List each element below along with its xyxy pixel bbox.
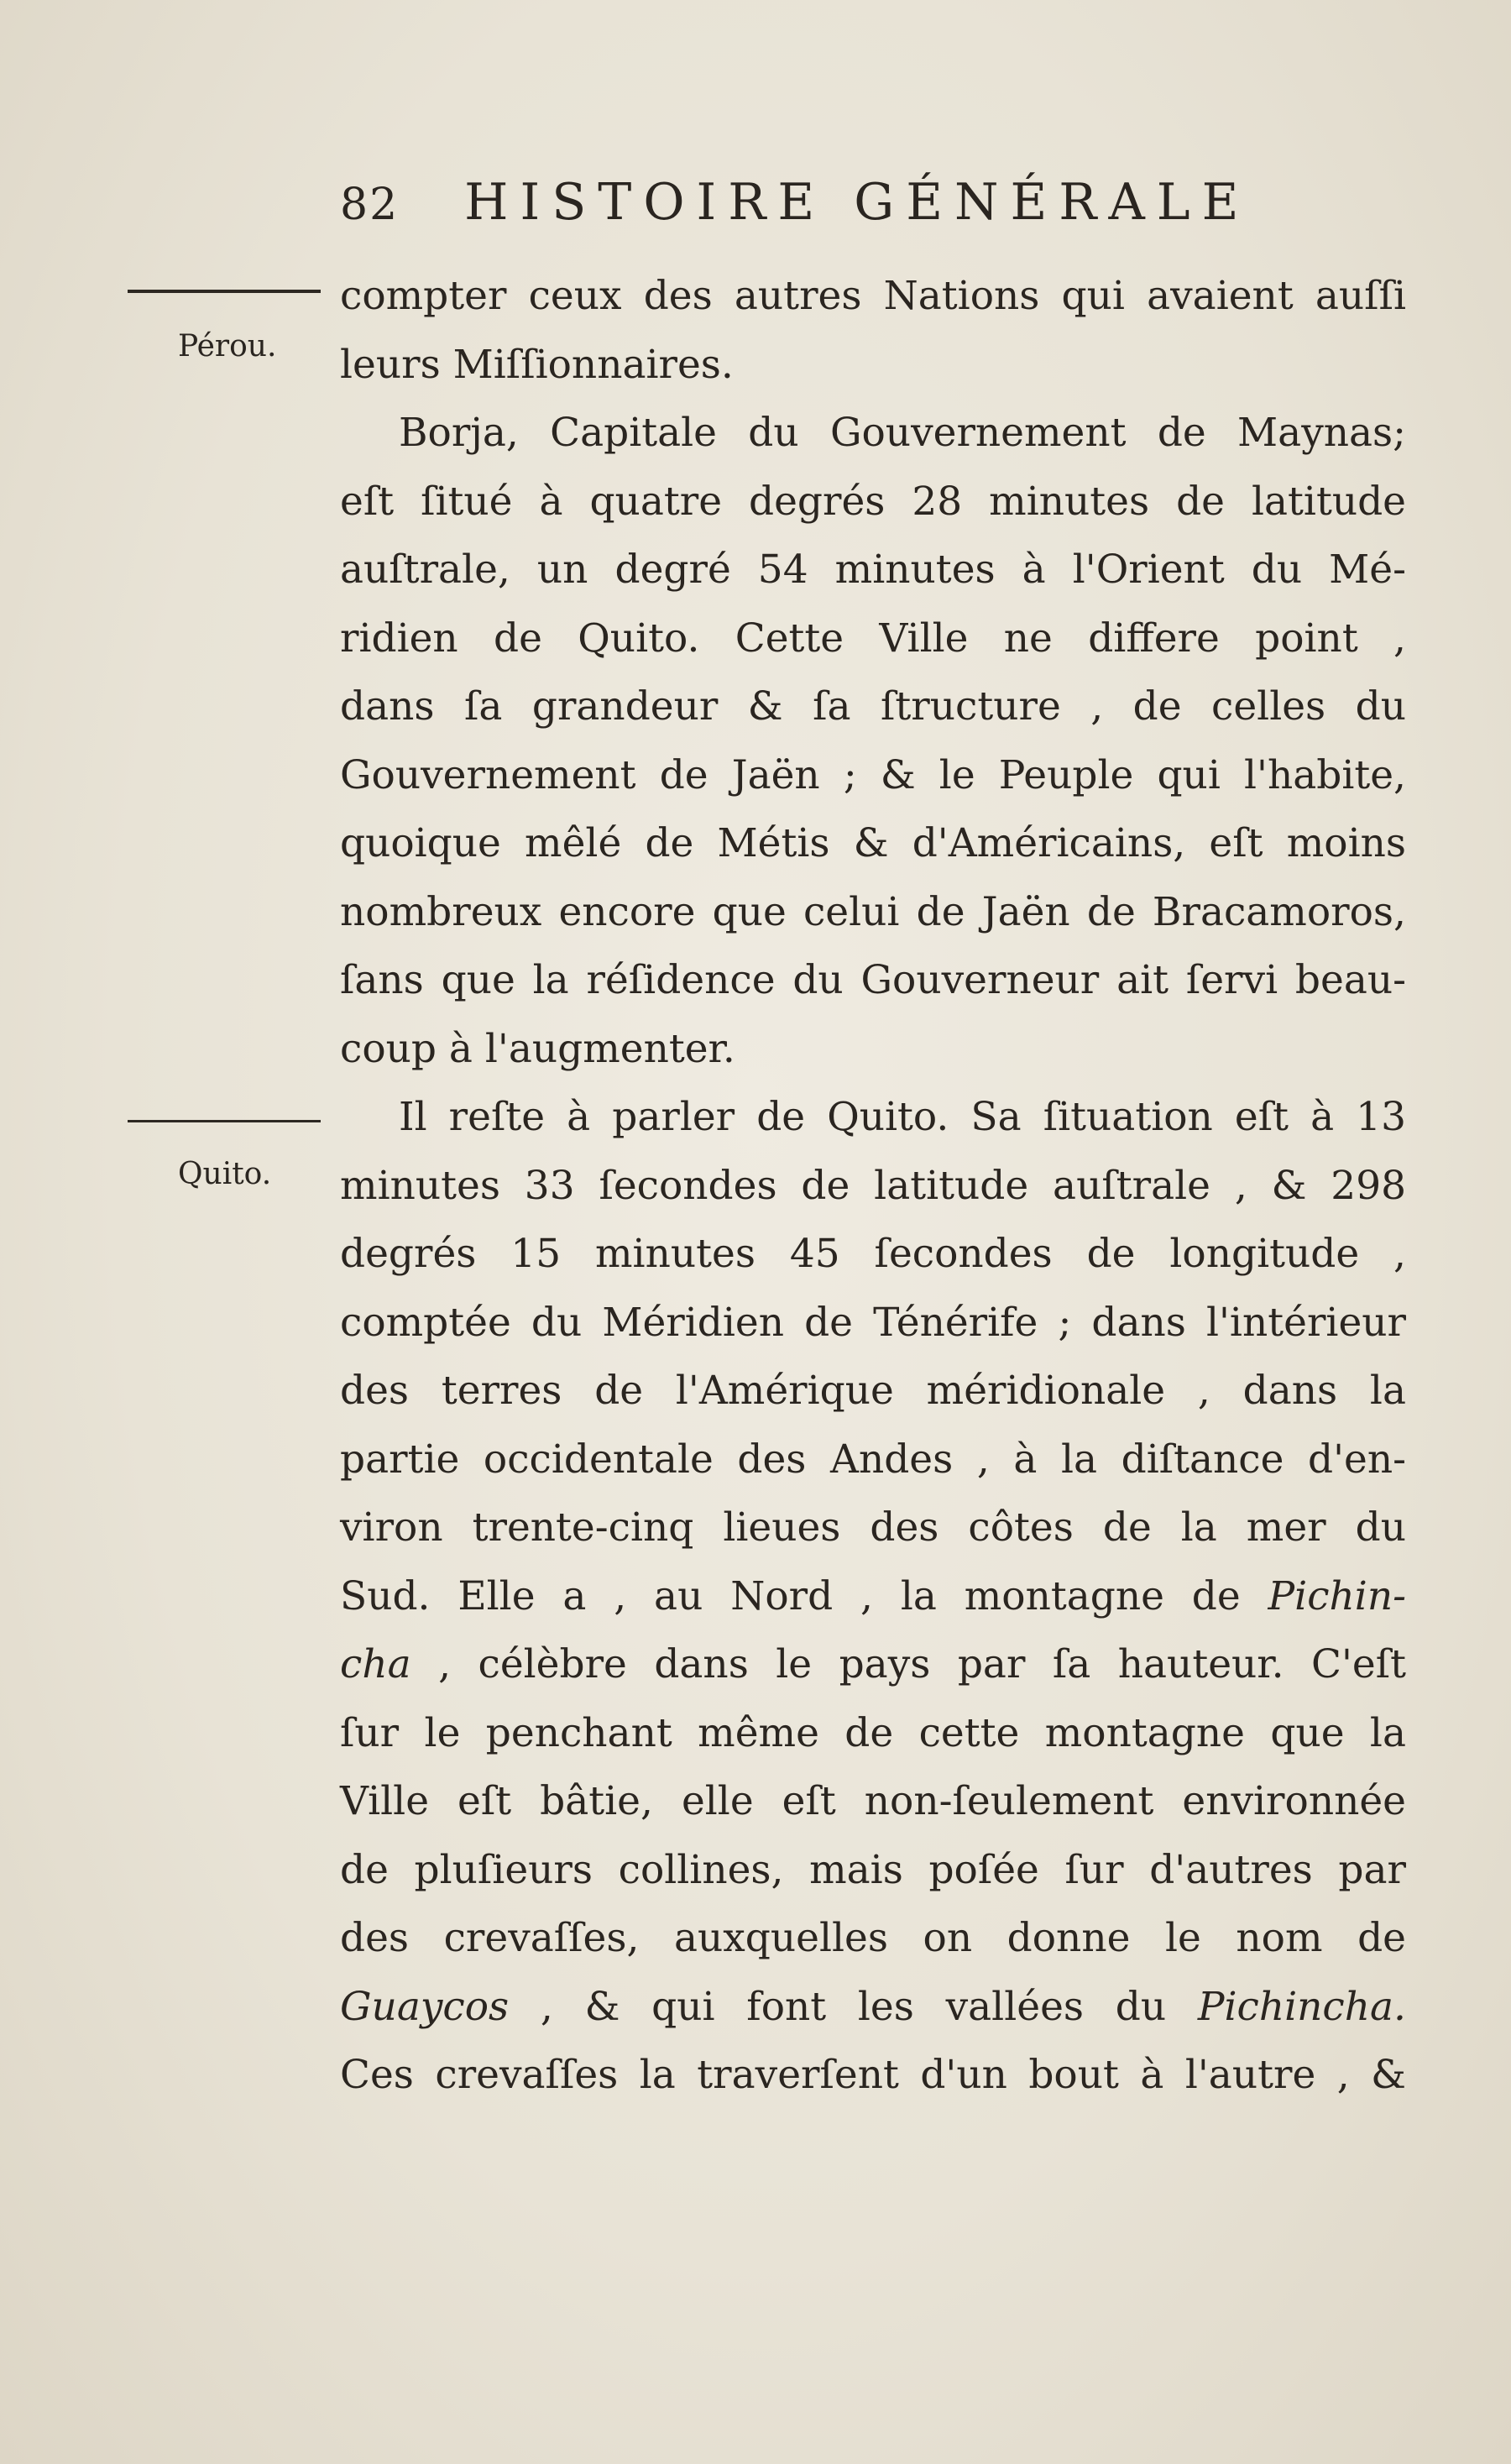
text-segment: Sud. Elle a , au Nord , la montagne de [340, 1572, 1241, 1619]
margin-note-quito: Quito. [178, 1157, 272, 1191]
text-line [340, 1562, 1406, 1631]
text-line: des crevaſſes, auxquelles on donne le nom de [340, 1915, 1406, 1961]
text-line: coup à l'augmenter. [340, 1025, 735, 1072]
text-line: comptée du Méridien de Ténérife ; dans l'intérieur [340, 1299, 1406, 1346]
margin-rule-quito [128, 1120, 321, 1122]
text-line: Ces crevaſſes la traverſent d'un bout à l'autre , & [340, 2052, 1406, 2098]
page-number: 82 [340, 180, 400, 230]
text-line: auſtrale, un degré 54 minutes à l'Orient du Mé- [340, 547, 1406, 593]
text-line: dans ſa grandeur & ſa ſtructure , de celles du [340, 683, 1406, 730]
text-line: Il reſte à parler de Quito. Sa ſituation eſt à 13 [399, 1094, 1406, 1140]
text-line [340, 1630, 1406, 1699]
text-line: degrés 15 minutes 45 ſecondes de longitude , [340, 1231, 1406, 1277]
italic-place-name: cha [340, 1641, 411, 1687]
text-line: Gouvernement de Jaën ; & le Peuple qui l'habite, [340, 751, 1406, 798]
text-line: nombreux encore que celui de Jaën de Bracamoros, [340, 888, 1406, 935]
body-text [340, 262, 1406, 2110]
text-line: minutes 33 ſecondes de latitude auſtrale , & 298 [340, 1162, 1406, 1209]
margin-note-perou: Pérou. [178, 329, 277, 364]
text-segment: , célèbre dans le pays par ſa hauteur. C'eſt [438, 1641, 1406, 1687]
text-line: eſt ſitué à quatre degrés 28 minutes de latitude [340, 478, 1406, 525]
text-line: compter ceux des autres Nations qui avaient auſſi [340, 273, 1406, 319]
italic-place-name: Pichin- [1268, 1572, 1406, 1619]
text-line [340, 1973, 1406, 2042]
text-line: quoique mêlé de Métis & d'Américains, eſt moins [340, 820, 1406, 866]
text-line: ridien de Quito. Cette Ville ne differe point , [340, 615, 1406, 662]
running-head-title: HISTOIRE GÉNÉRALE [464, 173, 1251, 232]
margin-rule-perou [128, 290, 321, 293]
text-line: ſur le penchant même de cette montagne que la [340, 1709, 1406, 1756]
text-line: Borja, Capitale du Gouvernement de Maynas; [399, 410, 1406, 456]
text-line: de pluſieurs collines, mais poſée ſur d'autres par [340, 1846, 1406, 1893]
text-line: leurs Miſſionnaires. [340, 341, 734, 388]
text-line: ſans que la réſidence du Gouverneur ait ſervi beau- [340, 957, 1406, 1003]
running-head [340, 173, 1272, 240]
text-line: Ville eſt bâtie, elle eſt non-ſeulement environnée [340, 1778, 1406, 1824]
text-line: partie occidentale des Andes , à la diſtance d'en- [340, 1436, 1406, 1483]
text-segment: , & qui font les vallées du [540, 1983, 1167, 2030]
text-line: des terres de l'Amérique méridionale , dans la [340, 1368, 1406, 1414]
italic-term: Guaycos [340, 1983, 510, 2030]
text-line: viron trente-cinq lieues des côtes de la mer du [340, 1504, 1406, 1551]
italic-place-name: Pichincha. [1197, 1983, 1406, 2030]
